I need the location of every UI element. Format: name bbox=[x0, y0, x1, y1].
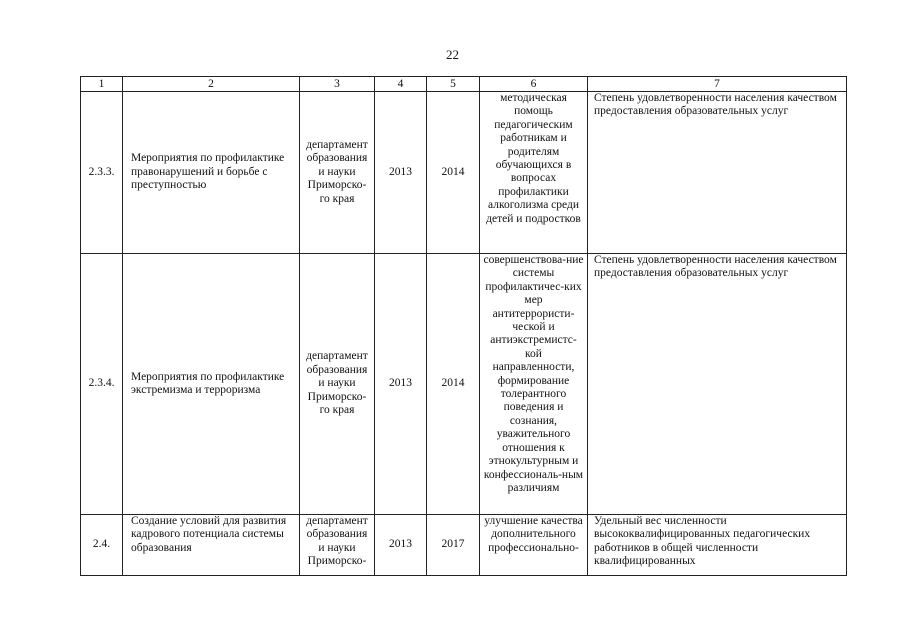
table-row bbox=[81, 515, 847, 576]
executor: департамент образования и науки Приморско-го края bbox=[300, 254, 375, 515]
start-year: 2013 bbox=[375, 254, 427, 515]
page-number: 22 bbox=[446, 47, 459, 62]
end-year: 2014 bbox=[427, 254, 480, 515]
column-header: 1 bbox=[81, 77, 123, 92]
expected-result-text: улучшение качества дополнительного профессионально- bbox=[484, 515, 583, 554]
column-header: 3 bbox=[300, 77, 375, 92]
executor: департамент образования и науки Приморско-го края bbox=[300, 92, 375, 254]
expected-result: методическая помощь педагогическим работникам и родителям обучающихся в вопросах профилактики алкоголизма среди детей и подростков bbox=[480, 92, 588, 254]
table-header-row bbox=[81, 77, 847, 92]
row-number: 2.4. bbox=[81, 515, 123, 576]
column-header: 6 bbox=[480, 77, 588, 92]
indicator-text: Удельный вес численности высококвалифицированных педагогических работников в общей численности квалифицированных bbox=[594, 515, 811, 568]
end-year: 2014 bbox=[427, 92, 480, 254]
activity-title bbox=[123, 515, 300, 576]
column-header: 5 bbox=[427, 77, 480, 92]
indicator: Степень удовлетворенности населения качеством предоставления образовательных услуг bbox=[588, 92, 847, 254]
plan-table bbox=[80, 76, 847, 576]
executor bbox=[300, 515, 375, 576]
column-header: 4 bbox=[375, 77, 427, 92]
table-row bbox=[81, 254, 847, 515]
activity-title-text: Создание условий для развития кадрового потенциала системы образования bbox=[131, 515, 287, 554]
column-header: 7 bbox=[588, 77, 847, 92]
start-year: 2013 bbox=[375, 92, 427, 254]
activity-title: Мероприятия по профилактике экстремизма и терроризма bbox=[123, 254, 300, 515]
activity-title: Мероприятия по профилактике правонарушений и борьбе с преступностью bbox=[123, 92, 300, 254]
indicator bbox=[588, 515, 847, 576]
expected-result: совершенствова-ние системы профилактичес-ких мер антитеррористи-ческой и антиэкстремистс-кой направленности, формирование толерантного поведения и сознания, уважительного отношения к этнокультурным и конфессиональ-ным различиям bbox=[480, 254, 588, 515]
executor-text: департамент образования и науки Приморско- bbox=[306, 515, 368, 568]
indicator: Степень удовлетворенности населения качеством предоставления образовательных услуг bbox=[588, 254, 847, 515]
expected-result bbox=[480, 515, 588, 576]
row-number: 2.3.4. bbox=[81, 254, 123, 515]
table-row bbox=[81, 92, 847, 254]
column-header: 2 bbox=[123, 77, 300, 92]
end-year: 2017 bbox=[427, 515, 480, 576]
start-year: 2013 bbox=[375, 515, 427, 576]
row-number: 2.3.3. bbox=[81, 92, 123, 254]
